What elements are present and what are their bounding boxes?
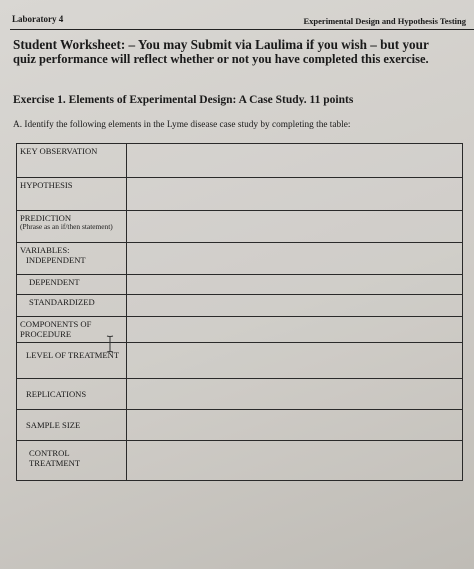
row-label: [17, 379, 127, 410]
lab-label: Laboratory 4: [12, 14, 64, 24]
table-row: [17, 211, 463, 243]
table-row: [17, 243, 463, 275]
row-label-subtext: INDEPENDENT: [26, 255, 86, 265]
row-label-note: (Phrase as an if/then statement): [20, 222, 113, 231]
table-row: [17, 295, 463, 317]
table-row: [17, 410, 463, 441]
row-label: [17, 441, 127, 481]
row-label-text: REPLICATIONS: [26, 389, 87, 399]
row-label-text: VARIABLES:: [20, 245, 70, 255]
row-label-text: PREDICTION: [20, 213, 72, 223]
instruction-text: A. Identify the following elements in the Lyme disease case study by completing the table:: [13, 120, 351, 130]
row-label-text: HYPOTHESIS: [20, 180, 73, 190]
answer-cell[interactable]: [127, 275, 463, 295]
answer-cell[interactable]: [127, 243, 463, 275]
row-label-text: STANDARDIZED: [29, 297, 95, 307]
answer-cell[interactable]: [127, 343, 463, 379]
row-label-text: SAMPLE SIZE: [26, 420, 81, 430]
title-line-2: quiz performance will reflect whether or not you have completed this exercise.: [13, 52, 429, 66]
title-line-1: Student Worksheet: – You may Submit via Laulima if you wish – but your: [13, 37, 429, 52]
answer-cell[interactable]: [127, 317, 463, 343]
row-label-text: DEPENDENT: [29, 277, 80, 287]
table-row: [17, 343, 463, 379]
answer-cell[interactable]: [127, 441, 463, 481]
answer-cell[interactable]: [127, 178, 463, 211]
row-label: [17, 275, 127, 295]
header-divider: [10, 29, 474, 30]
row-label-text: LEVEL OF TREATMENT: [26, 350, 120, 360]
row-label: [17, 211, 127, 243]
row-label: [17, 243, 127, 275]
table-row: [17, 441, 463, 481]
answer-cell[interactable]: [127, 211, 463, 243]
table-row: [17, 178, 463, 211]
answer-cell[interactable]: [127, 410, 463, 441]
table-row: [17, 144, 463, 178]
table-row: [17, 275, 463, 295]
exercise-heading: Exercise 1. Elements of Experimental Design: A Case Study. 11 points: [13, 94, 354, 106]
text-cursor-icon: [104, 335, 116, 353]
row-label: [17, 295, 127, 317]
row-label: [17, 144, 127, 178]
table-row: [17, 317, 463, 343]
answer-cell[interactable]: [127, 379, 463, 410]
answer-cell[interactable]: [127, 295, 463, 317]
row-label: [17, 410, 127, 441]
answer-cell[interactable]: [127, 144, 463, 178]
row-label-text: KEY OBSERVATION: [20, 146, 98, 156]
lab-topic: Experimental Design and Hypothesis Testing: [303, 16, 466, 26]
row-label: [17, 178, 127, 211]
row-label-text: CONTROL TREATMENT: [29, 448, 81, 468]
table-row: [17, 379, 463, 410]
design-elements-table: [16, 143, 463, 481]
row-label-text: COMPONENTS OF PROCEDURE: [20, 319, 92, 339]
worksheet-title: [13, 38, 468, 66]
